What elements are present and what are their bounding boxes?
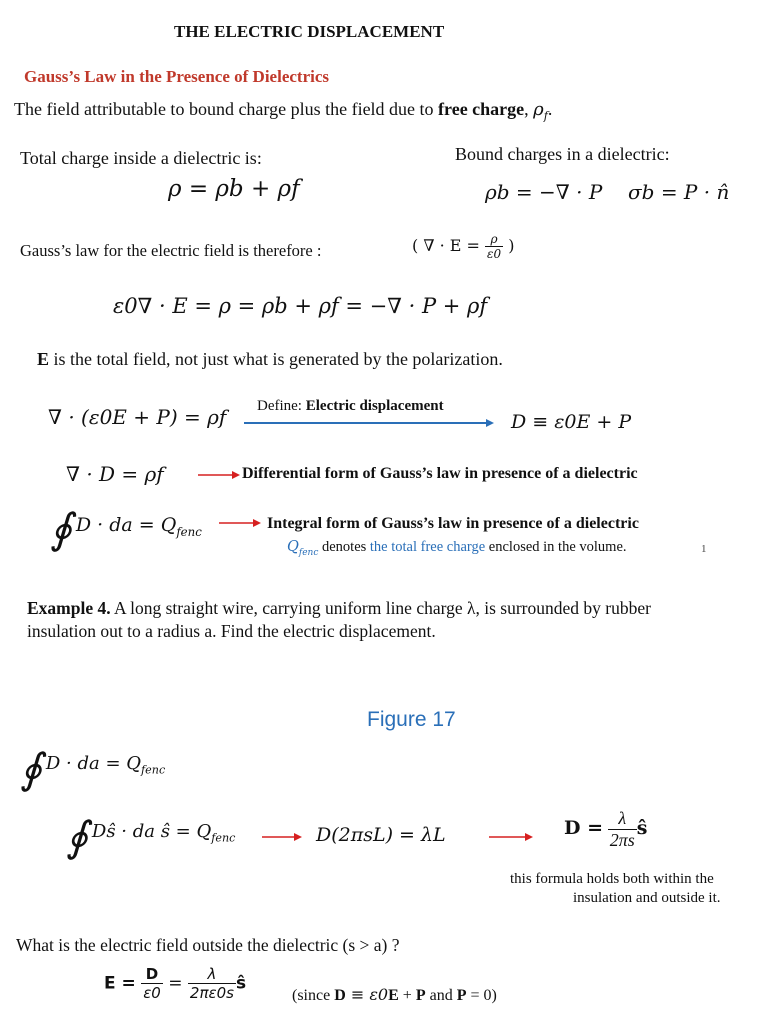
free-charge-note: $Q_{fenc}$ denotes the total free charge enclosed in the volume.	[287, 539, 627, 558]
since-condition: (since D ≡ ε0E + P and P = 0)	[292, 985, 497, 1004]
solution-displacement-result: D = $\frac{\lambda}{2\pi s}$ ŝ	[564, 808, 648, 850]
differential-form-text: Differential form of Gauss’s law in presence of a dielectric	[242, 465, 638, 482]
integral-form-text: Integral form of Gauss’s law in presence of a dielectric	[267, 515, 639, 532]
outside-field-equation: E = $\frac{D}{\varepsilon 0}$ = $\frac{\lambda}{2\pi\varepsilon 0s}$ ŝ	[104, 965, 247, 1002]
differential-arrow	[198, 470, 240, 482]
page-title: THE ELECTRIC DISPLACEMENT	[174, 22, 445, 41]
bound-volume-equation: ρb = −∇ · P	[485, 180, 603, 204]
total-charge-label: Total charge inside a dielectric is:	[20, 148, 262, 168]
integral-equation: ∮ D · da = $Q_{fenc}$	[50, 504, 202, 553]
bound-charges-label: Bound charges in a dielectric:	[455, 144, 670, 164]
define-label: Define: Electric displacement	[257, 398, 444, 414]
example-4: Example 4. A long straight wire, carrying uniform line charge λ, is surrounded by rubber insulation out to a radius a. Find the electric displacement.	[27, 598, 651, 641]
displacement-lhs: ∇ · (ε0E + P) = ρf	[48, 405, 227, 429]
formula-note-line1: this formula holds both within the	[510, 871, 714, 887]
differential-equation: ∇ · D = ρf	[66, 462, 164, 486]
rho-over-epsilon: $\frac{\rho}{\varepsilon 0}$	[487, 232, 502, 261]
contour-integral-icon: ∮	[20, 744, 42, 793]
formula-note-line2: insulation and outside it.	[573, 890, 721, 906]
page-number: 1	[701, 543, 707, 555]
figure-caption: Figure 17	[367, 708, 456, 731]
gauss-law-label: Gauss’s law for the electric field is therefore :	[20, 241, 322, 260]
solution-substitution: ∮ Dŝ · da ŝ = $Q_{fenc}$	[66, 812, 236, 861]
solution-cylinder-equation: D(2πsL) = λL	[316, 824, 446, 846]
bound-surface-equation: σb = P · n̂	[628, 180, 730, 204]
displacement-definition: D ≡ ε0E + P	[511, 411, 632, 433]
total-charge-equation: ρ = ρb + ρf	[168, 176, 300, 202]
outside-question: What is the electric field outside the dielectric (s > a) ?	[16, 935, 400, 955]
solution-arrow-2	[489, 832, 533, 844]
solution-gauss-integral: ∮ D · da = $Q_{fenc}$	[20, 744, 166, 793]
intro-line: The field attributable to bound charge plus the field due to free charge, $\rho_f$.	[14, 99, 553, 123]
section-subtitle: Gauss’s Law in the Presence of Dielectrics	[24, 67, 329, 86]
contour-integral-icon: ∮	[50, 504, 72, 553]
contour-integral-icon: ∮	[66, 812, 88, 861]
total-field-note: E is the total field, not just what is generated by the polarization.	[37, 349, 503, 369]
gauss-law-equation: ( ∇ · E = $\frac{\rho}{\varepsilon 0}$ )	[412, 232, 515, 261]
main-equation: ε0∇ · E = ρ = ρb + ρf = −∇ · P + ρf	[113, 294, 488, 318]
define-arrow	[244, 418, 494, 430]
integral-arrow	[219, 518, 261, 530]
solution-arrow-1	[262, 832, 302, 844]
